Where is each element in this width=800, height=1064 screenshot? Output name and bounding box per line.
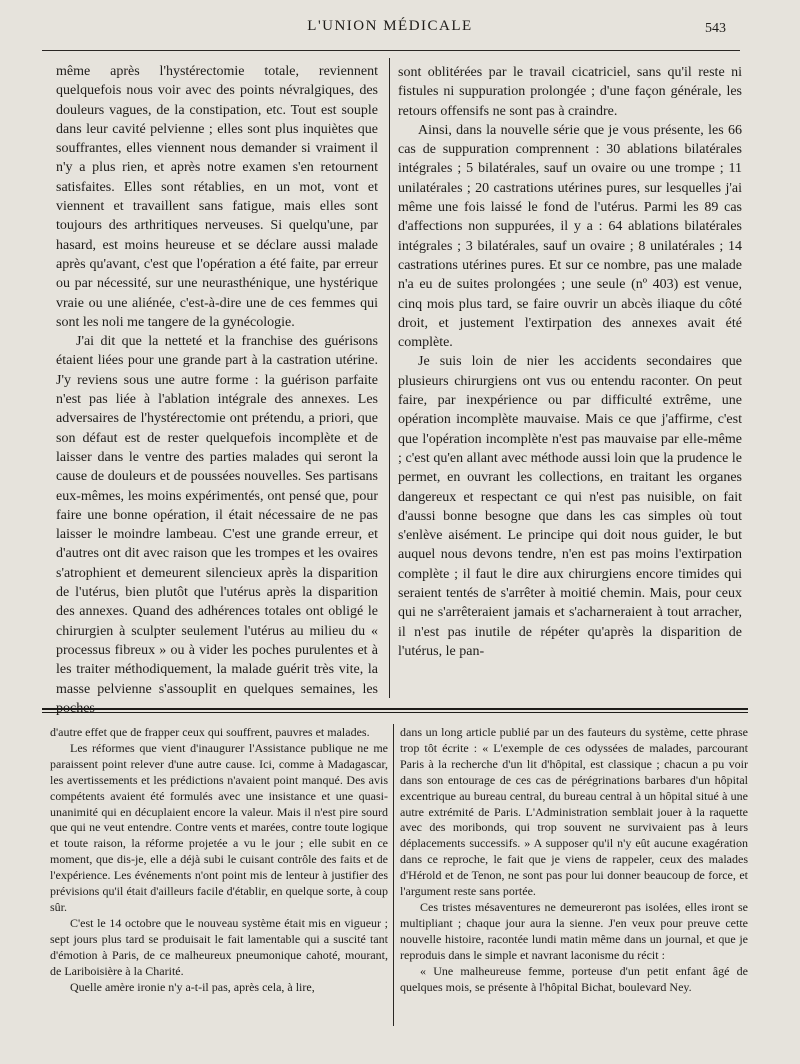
paragraph: dans un long article publié par un des fauteurs du système, cette phrase trop tôt écrite : « L'exemple de ces odyssées de malades, parcourant Paris à la recherche d'un lit d'hôpital, est classique ; chacun a pu voir dans son entourage de ces cas de pérégrinations barbares d'un hôpital excentrique au bureau central, du bureau central à un hôpital situé à une autre extrémité de Paris. L'Administration semblait jouer à la raquette avec des moribonds, qui trop souvent ne survivaient pas à leurs déplacements successifs. » A supposer qu'il n'y eût aucune exagération dans ce reproche, le fait que je viens de rappeler, ceux des malades d'Hérold et de Tenon, ne sont pas pour lui donner beaucoup de force, et l'argument reste sans portée. bbox=[400, 725, 748, 899]
running-head: L'UNION MÉDICALE bbox=[307, 18, 473, 34]
lower-left-column bbox=[50, 725, 388, 995]
column-divider bbox=[389, 58, 390, 698]
paragraph: sont oblitérées par le travail cicatriciel, sans qu'il reste ni fistules ni suppuration prolongée ; d'une façon générale, les retours offensifs ne sont pas à craindre. bbox=[398, 65, 742, 119]
column-divider bbox=[393, 724, 394, 1026]
upper-left-column bbox=[56, 62, 378, 718]
paragraph: Ces tristes mésaventures ne demeureront pas isolées, elles iront se multipliant ; chaque jour aura la sienne. J'en veux pour preuve cette nouvelle histoire, racontée lundi matin même dans un journal, et que je reproduis dans le simple et navrant laconisme du récit : bbox=[400, 899, 748, 962]
paragraph: Les réformes que vient d'inaugurer l'Assistance publique ne me paraissent point relever d'une autre cause. Ici, comme à Madagascar, les avertissements et les prédictions n'avaient point manqué. Des avis compétents avaient été formulés avec une insistance et une quasi-unanimité qui en décuplaient encore la valeur. Mais il n'est pire sourd que qui ne veut entendre. Contre vents et marées, contre toute logique et toute raison, la réforme projetée a vu le jour ; elle subit en ce moment, que dis-je, elle a déjà subi le cuisant contrôle des faits et de l'expérience. Les événements n'ont point mis de lenteur à justifier des prévisions qu'il était d'ailleurs facile d'établir, en quelque sorte, à coup sûr. bbox=[50, 740, 388, 914]
header-rule bbox=[42, 50, 740, 51]
page-header bbox=[40, 18, 740, 42]
paragraph: « Une malheureuse femme, porteuse d'un petit enfant âgé de quelques mois, se présente à l'hôpital Bichat, boulevard Ney. bbox=[400, 963, 748, 994]
paragraph: d'autre effet que de frapper ceux qui souffrent, pauvres et malades. bbox=[50, 725, 370, 739]
paragraph: C'est le 14 octobre que le nouveau système était mis en vigueur ; sept jours plus tard se produisait le fait lamentable qui a suscité tant d'émotion à Paris, de ce malheureux pneumonique cahoté, mourant, de Lariboisière à la Charité. bbox=[50, 915, 388, 978]
page-number: 543 bbox=[705, 21, 726, 36]
section-divider bbox=[42, 708, 748, 713]
upper-right-column bbox=[398, 63, 742, 661]
paragraph: Ainsi, dans la nouvelle série que je vous présente, les 66 cas de suppuration comprennent : 30 ablations bilatérales intégrales ; 5 bilatérales, sauf un ovaire ou une trompe ; 11 unilatérales ; 20 castrations utérines pures, sur lesquelles j'ai même une fois laissé le fond de l'utérus. Parmi les 89 cas d'affections non suppurées, il y a : 64 ablations bilatérales intégrales ; 3 bilatérales, sauf un ovaire ; 8 unilatérales ; 14 castrations utérines pures. Et sur ce nombre, pas une malade n'a eu de suites prolongées ; une seule (nº 403) est venue, cinq mois plus tard, se faire ouvrir un abcès iliaque du côté droit, et justement l'extirpation des annexes avait été complète. bbox=[398, 122, 742, 351]
paragraph: même après l'hystérectomie totale, reviennent quelquefois nous voir avec des points névralgiques, des douleurs vagues, de la constipation, etc. Tout est souple dans leur cavité pelvienne ; elles sont plus inquiètes que souffrantes, elles viennent nous demander si vraiment il n'y a plus rien, et après notre examen s'en retournent satisfaites. Elles sont rétablies, en un mot, vont et viennent et travaillent sans fatigue, mais elles sont toujours des arthritiques nerveuses. Si quelqu'une, par hasard, est moins heureuse et se déclare aussi malade après qu'avant, c'est que l'opération a été faite, par erreur ou par nécessité, sur une neurasthénique, une hystérique vraie ou une aliénée, c'est-à-dire une de ces femmes qui sont les noli me tangere de la gynécologie. bbox=[56, 64, 378, 330]
paragraph: Quelle amère ironie n'y a-t-il pas, après cela, à lire, bbox=[70, 979, 315, 994]
lower-right-column bbox=[400, 725, 748, 995]
paragraph: Je suis loin de nier les accidents secondaires que plusieurs chirurgiens ont vus ou entendu raconter. On peut faire, par inexpérience ou par difficulté extrême, une opération incomplète mauvaise. Mais ce que j'affirme, c'est que l'opération incomplète n'est pas mauvaise par elle-même ; c'est qu'en allant avec méthode aussi loin que la prudence le permet, en ouvrant les collections, en traitant les organes dangereux et respectant ce qui n'est pas nuisible, on fait d'aussi bonne besogne que dans les cas simples où tout s'enlève aisément. Le principe qui doit nous guider, le but auquel nous devons tendre, n'en est pas moins l'extirpation complète ; il faut le dire aux chirurgiens encore timides qui seraient tentés de s'arrêter à moitié chemin. Mais, pour ceux qui ne s'arrêteraient jamais et s'acharneraient à tout arracher, il n'est pas inutile de répéter qu'après la disparition de l'utérus, le pan- bbox=[398, 354, 742, 659]
paragraph: J'ai dit que la netteté et la franchise des guérisons étaient liées pour une grande part à la castration utérine. J'y reviens sous une autre forme : la guérison parfaite n'est pas liée à l'ablation intégrale des annexes. Les adversaires de l'hystérectomie ont prétendu, a priori, que son défaut est de rester quelquefois incomplète et de laisser dans le ventre des parties malades qui seront la cause de douleurs et de poussées nouvelles. Ses partisans eux-mêmes, les moins expérimentés, ont pensé que, pour faire une bonne opération, il était nécessaire de ne pas laisser le moindre lambeau. C'est une grande erreur, et d'autres ont dit avec raison que les trompes et les ovaires s'atrophient et demeurent silencieux après la disparition de l'utérus, bien plutôt que l'utérus après la disparition des annexes. Quand des adhérences totales ont obligé le chirurgien à sculpter seulement l'utérus au milieu du « processus fibreux » ou à vider les poches purulentes et à les traiter méthodiquement, la malade guérit très vite, la masse pelvienne s'assouplit en quelques semaines, les poches bbox=[56, 334, 378, 716]
